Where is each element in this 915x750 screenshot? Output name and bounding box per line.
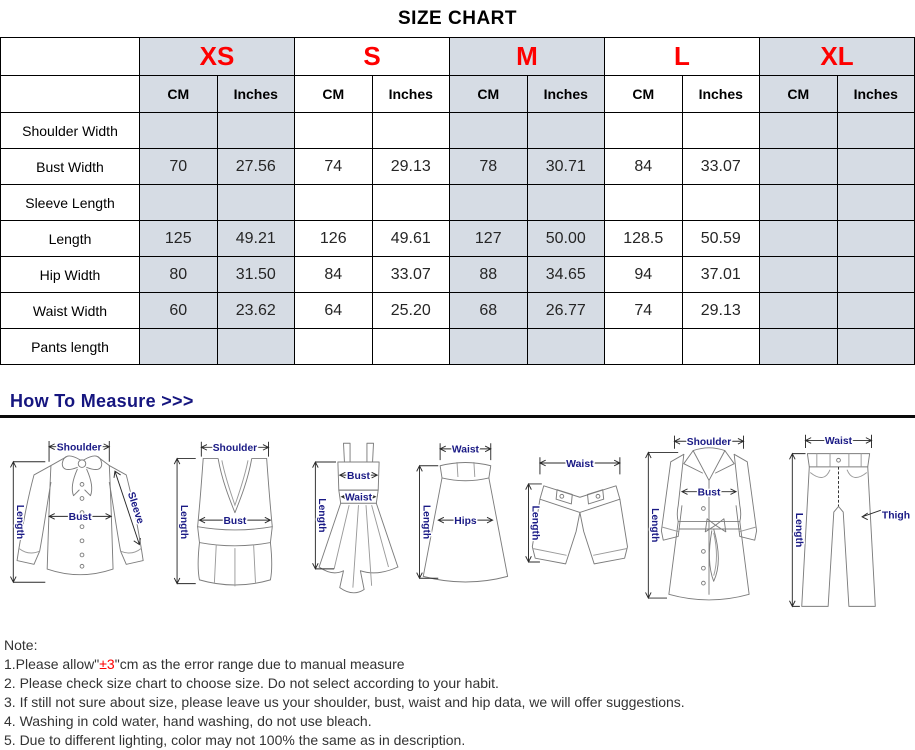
size-value-cell: 37.01 bbox=[682, 257, 760, 293]
unit-header-cm: CM bbox=[760, 76, 838, 113]
size-value-cell bbox=[140, 113, 218, 149]
size-value-cell: 25.20 bbox=[372, 293, 450, 329]
corner-cell bbox=[1, 38, 140, 76]
size-value-cell: 60 bbox=[140, 293, 218, 329]
measure-label-length: Length bbox=[649, 508, 661, 543]
size-value-cell: 94 bbox=[605, 257, 683, 293]
notes-heading: Note: bbox=[4, 637, 38, 653]
measure-label-length: Length bbox=[315, 498, 327, 533]
how-to-measure-heading: How To Measure >>> bbox=[10, 391, 194, 411]
note-item-2: 2. Please check size chart to choose size. Do not select according to your habit. bbox=[4, 675, 499, 691]
size-value-cell bbox=[837, 257, 915, 293]
size-header-s: S bbox=[295, 38, 450, 76]
note-1-pre: 1.Please allow" bbox=[4, 656, 100, 672]
measure-label-thigh: Thigh bbox=[881, 510, 911, 522]
size-value-cell bbox=[760, 293, 838, 329]
size-value-cell bbox=[760, 185, 838, 221]
size-header-row bbox=[1, 38, 915, 76]
size-value-cell bbox=[760, 113, 838, 149]
size-value-cell: 70 bbox=[140, 149, 218, 185]
size-value-cell: 26.77 bbox=[527, 293, 605, 329]
size-value-cell: 31.50 bbox=[217, 257, 295, 293]
size-value-cell bbox=[682, 113, 760, 149]
size-value-cell: 88 bbox=[450, 257, 528, 293]
size-value-cell: 34.65 bbox=[527, 257, 605, 293]
size-value-cell: 49.21 bbox=[217, 221, 295, 257]
measure-label-shoulder: Shoulder bbox=[686, 437, 732, 448]
size-value-cell bbox=[217, 329, 295, 365]
size-value-cell: 50.00 bbox=[527, 221, 605, 257]
size-value-cell bbox=[295, 113, 373, 149]
measure-diagrams bbox=[0, 418, 915, 626]
diagram-strap-dress bbox=[306, 422, 411, 622]
size-value-cell: 30.71 bbox=[527, 149, 605, 185]
size-value-cell: 126 bbox=[295, 221, 373, 257]
table-row-sleeve-length bbox=[1, 185, 915, 221]
size-header-m: M bbox=[450, 38, 605, 76]
size-value-cell bbox=[760, 257, 838, 293]
diagram-skirt bbox=[412, 422, 517, 622]
size-value-cell: 84 bbox=[295, 257, 373, 293]
size-value-cell bbox=[527, 113, 605, 149]
size-value-cell: 74 bbox=[605, 293, 683, 329]
size-value-cell bbox=[217, 185, 295, 221]
unit-header-inches: Inches bbox=[837, 76, 915, 113]
size-value-cell: 84 bbox=[605, 149, 683, 185]
size-value-cell bbox=[295, 329, 373, 365]
size-value-cell: 29.13 bbox=[372, 149, 450, 185]
measure-label-waist: Waist bbox=[566, 458, 594, 470]
size-value-cell bbox=[682, 185, 760, 221]
size-value-cell: 128.5 bbox=[605, 221, 683, 257]
size-value-cell: 74 bbox=[295, 149, 373, 185]
note-item-5: 5. Due to different lighting, color may not 100% the same as in description. bbox=[4, 732, 466, 748]
unit-header-cm: CM bbox=[450, 76, 528, 113]
size-value-cell bbox=[450, 329, 528, 365]
unit-header-inches: Inches bbox=[682, 76, 760, 113]
table-row-hip-width bbox=[1, 257, 915, 293]
row-label: Pants length bbox=[1, 329, 140, 365]
unit-header-inches: Inches bbox=[217, 76, 295, 113]
measure-label-waist: Waist bbox=[452, 444, 480, 456]
size-value-cell bbox=[837, 113, 915, 149]
size-value-cell bbox=[295, 185, 373, 221]
size-value-cell: 125 bbox=[140, 221, 218, 257]
size-value-cell bbox=[760, 221, 838, 257]
size-value-cell: 64 bbox=[295, 293, 373, 329]
size-value-cell: 29.13 bbox=[682, 293, 760, 329]
size-value-cell: 49.61 bbox=[372, 221, 450, 257]
diagram-coat bbox=[639, 422, 779, 622]
size-value-cell bbox=[605, 329, 683, 365]
size-value-cell bbox=[372, 329, 450, 365]
size-value-cell bbox=[682, 329, 760, 365]
size-value-cell: 23.62 bbox=[217, 293, 295, 329]
measure-label-length: Length bbox=[14, 504, 26, 540]
measure-label-shoulder: Shoulder bbox=[56, 442, 102, 454]
size-value-cell bbox=[450, 185, 528, 221]
size-value-cell bbox=[605, 185, 683, 221]
row-label: Sleeve Length bbox=[1, 185, 140, 221]
size-value-cell: 68 bbox=[450, 293, 528, 329]
size-value-cell: 33.07 bbox=[372, 257, 450, 293]
measure-label-sleeve: Sleeve bbox=[124, 490, 146, 526]
size-value-cell bbox=[527, 329, 605, 365]
measure-label-bust: Bust bbox=[68, 512, 92, 524]
row-label: Hip Width bbox=[1, 257, 140, 293]
corner-cell bbox=[1, 76, 140, 113]
size-value-cell bbox=[837, 329, 915, 365]
size-chart-table bbox=[0, 37, 915, 365]
note-1-post: "cm as the error range due to manual measure bbox=[114, 656, 405, 672]
unit-header-row bbox=[1, 76, 915, 113]
size-value-cell bbox=[837, 293, 915, 329]
table-row-pants-length bbox=[1, 329, 915, 365]
diagram-blouse bbox=[2, 422, 162, 622]
page-title: SIZE CHART bbox=[398, 8, 517, 29]
measure-label-length: Length bbox=[177, 504, 189, 540]
size-value-cell bbox=[837, 149, 915, 185]
note-item-1 bbox=[4, 655, 915, 674]
measure-label-length: Length bbox=[793, 512, 805, 548]
table-row-bust-width bbox=[1, 149, 915, 185]
table-row-waist-width bbox=[1, 293, 915, 329]
measure-label-bust: Bust bbox=[346, 470, 370, 482]
size-value-cell: 127 bbox=[450, 221, 528, 257]
size-value-cell bbox=[372, 185, 450, 221]
size-header-xs: XS bbox=[140, 38, 295, 76]
size-value-cell bbox=[760, 329, 838, 365]
size-value-cell bbox=[760, 149, 838, 185]
measure-label-length: Length bbox=[529, 505, 541, 541]
unit-header-inches: Inches bbox=[372, 76, 450, 113]
diagram-pants bbox=[781, 422, 913, 622]
size-value-cell: 50.59 bbox=[682, 221, 760, 257]
measure-label-bust: Bust bbox=[697, 487, 721, 499]
row-label: Bust Width bbox=[1, 149, 140, 185]
measure-label-waist: Waist bbox=[824, 436, 853, 448]
size-value-cell bbox=[527, 185, 605, 221]
note-item-3: 3. If still not sure about size, please leave us your shoulder, bust, waist and hip data, we will offer suggestions. bbox=[4, 694, 685, 710]
unit-header-cm: CM bbox=[605, 76, 683, 113]
unit-header-inches: Inches bbox=[527, 76, 605, 113]
diagram-shorts bbox=[519, 422, 637, 622]
table-row-shoulder-width bbox=[1, 113, 915, 149]
note-item-4: 4. Washing in cold water, hand washing, do not use bleach. bbox=[4, 713, 372, 729]
table-row-length bbox=[1, 221, 915, 257]
note-1-tolerance: ±3 bbox=[99, 656, 115, 672]
row-label: Waist Width bbox=[1, 293, 140, 329]
row-label: Length bbox=[1, 221, 140, 257]
size-header-l: L bbox=[605, 38, 760, 76]
diagram-vest bbox=[164, 422, 304, 622]
size-value-cell: 33.07 bbox=[682, 149, 760, 185]
size-header-xl: XL bbox=[760, 38, 915, 76]
size-value-cell bbox=[450, 113, 528, 149]
size-value-cell bbox=[140, 329, 218, 365]
size-value-cell bbox=[605, 113, 683, 149]
row-label: Shoulder Width bbox=[1, 113, 140, 149]
size-value-cell bbox=[140, 185, 218, 221]
measure-label-shoulder: Shoulder bbox=[212, 443, 257, 455]
measure-label-hips: Hips bbox=[454, 515, 478, 527]
size-value-cell bbox=[837, 185, 915, 221]
size-value-cell: 80 bbox=[140, 257, 218, 293]
measure-label-bust: Bust bbox=[223, 515, 247, 527]
unit-header-cm: CM bbox=[295, 76, 373, 113]
unit-header-cm: CM bbox=[140, 76, 218, 113]
size-value-cell: 78 bbox=[450, 149, 528, 185]
size-value-cell bbox=[837, 221, 915, 257]
size-value-cell bbox=[217, 113, 295, 149]
measure-label-length: Length bbox=[420, 504, 432, 540]
size-value-cell bbox=[372, 113, 450, 149]
notes-section bbox=[0, 626, 915, 750]
measure-label-waist: Waist bbox=[344, 492, 372, 504]
size-value-cell: 27.56 bbox=[217, 149, 295, 185]
